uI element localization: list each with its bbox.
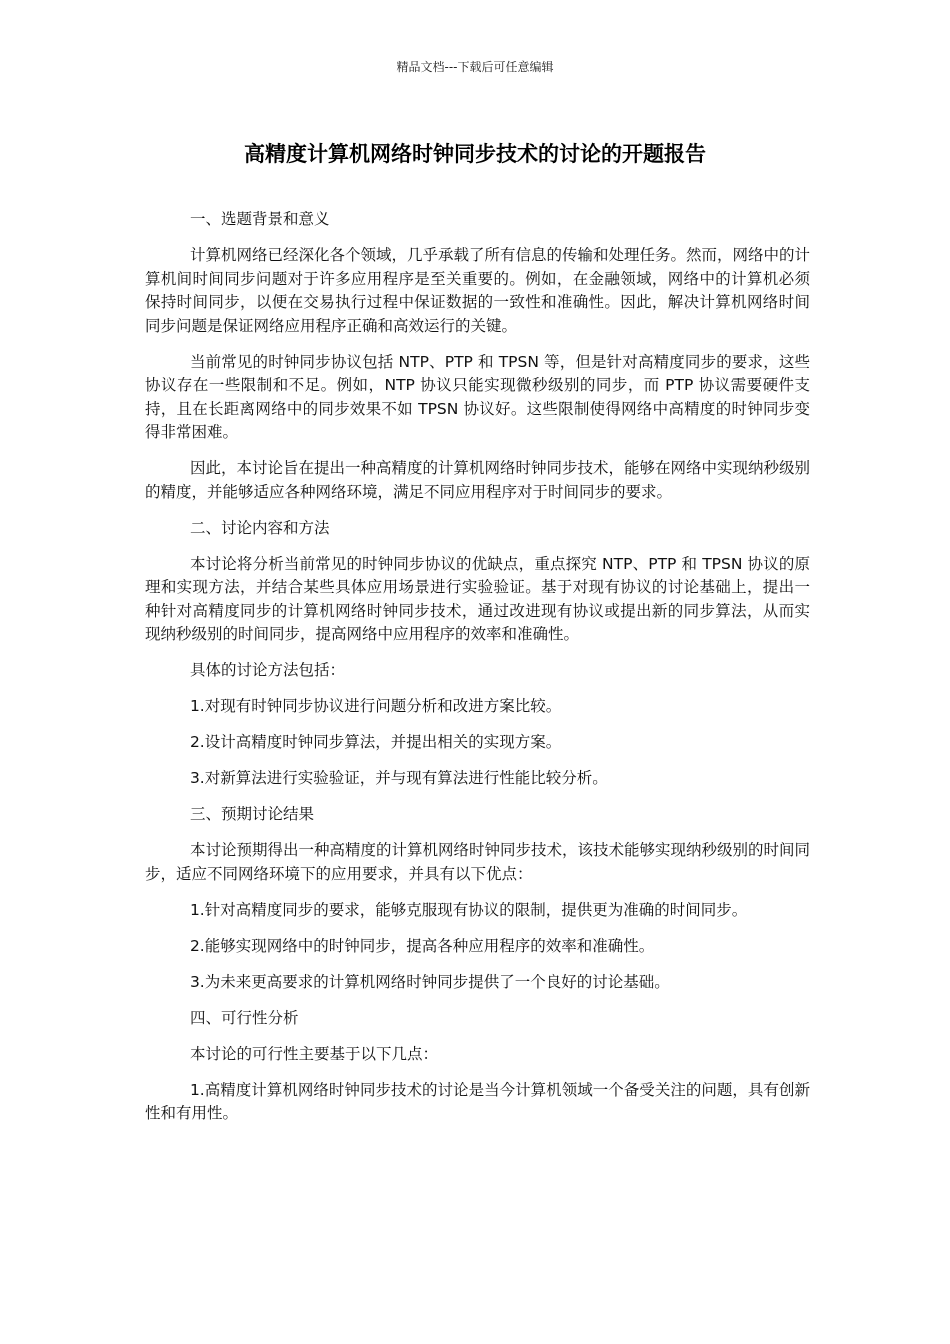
list-item: 1.针对高精度同步的要求，能够克服现有协议的限制，提供更为准确的时间同步。 — [189, 900, 748, 919]
paragraph: 本讨论的可行性主要基于以下几点： — [189, 1044, 438, 1063]
list-item: 1.高精度计算机网络时钟同步技术的讨论是当今计算机领域一个备受关注的问题，具有创新性和有用性。 — [145, 1080, 810, 1122]
paragraph: 具体的讨论方法包括： — [189, 661, 345, 679]
document-body — [145, 208, 810, 1138]
paragraph: 本讨论预期得出一种高精度的计算机网络时钟同步技术，该技术能够实现纳秒级别的时间同步，适应不同网络环境下的应用要求，并具有以下优点： — [145, 841, 810, 883]
paragraph: 因此，本讨论旨在提出一种高精度的计算机网络时钟同步技术，能够在网络中实现纳秒级别的精度，并能够适应各种网络环境，满足不同应用程序对于时间同步的要求。 — [145, 459, 810, 501]
page-header: 精品文档---下载后可任意编辑 — [396, 60, 554, 74]
list-item: 2.能够实现网络中的时钟同步，提高各种应用程序的效率和准确性。 — [189, 936, 655, 955]
paragraph: 计算机网络已经深化各个领域，几乎承载了所有信息的传输和处理任务。然而，网络中的计算机间时间同步问题对于许多应用程序是至关重要的。例如，在金融领域，网络中的计算机必须保持时间同步，以便在交易执行过程中保证数据的一致性和准确性。因此，解决计算机网络时间同步问题是保证网络应用程序正确和高效运行的关键。 — [145, 246, 810, 335]
section-heading-3: 三、预期讨论结果 — [189, 805, 314, 823]
paragraph: 当前常见的时钟同步协议包括 NTP、PTP 和 TPSN 等，但是针对高精度同步的要求，这些协议存在一些限制和不足。例如，NTP 协议只能实现微秒级别的同步，而 PTP 协议需要硬件支持，且在长距离网络中的同步效果不如 TPSN 协议好。这些限制使得网络中高精度的时钟同步变得非常困难。 — [145, 352, 810, 441]
section-heading-1: 一、选题背景和意义 — [189, 210, 330, 228]
paragraph: 本讨论将分析当前常见的时钟同步协议的优缺点，重点探究 NTP、PTP 和 TPSN 协议的原理和实现方法，并结合某些具体应用场景进行实验验证。基于对现有协议的讨论基础上，提出一种针对高精度同步的计算机网络时钟同步技术，通过改进现有协议或提出新的同步算法，从而实现纳秒级别的时间同步，提高网络中应用程序的效率和准确性。 — [145, 554, 810, 643]
section-heading-4: 四、可行性分析 — [189, 1008, 299, 1027]
list-item: 3.对新算法进行实验验证，并与现有算法进行性能比较分析。 — [189, 769, 608, 787]
document-title: 高精度计算机网络时钟同步技术的讨论的开题报告 — [244, 142, 706, 166]
list-item: 2.设计高精度时钟同步算法，并提出相关的实现方案。 — [189, 733, 562, 751]
list-item: 1.对现有时钟同步协议进行问题分析和改进方案比较。 — [189, 697, 562, 715]
section-heading-2: 二、讨论内容和方法 — [189, 518, 330, 537]
list-item: 3.为未来更高要求的计算机网络时钟同步提供了一个良好的讨论基础。 — [189, 972, 670, 991]
